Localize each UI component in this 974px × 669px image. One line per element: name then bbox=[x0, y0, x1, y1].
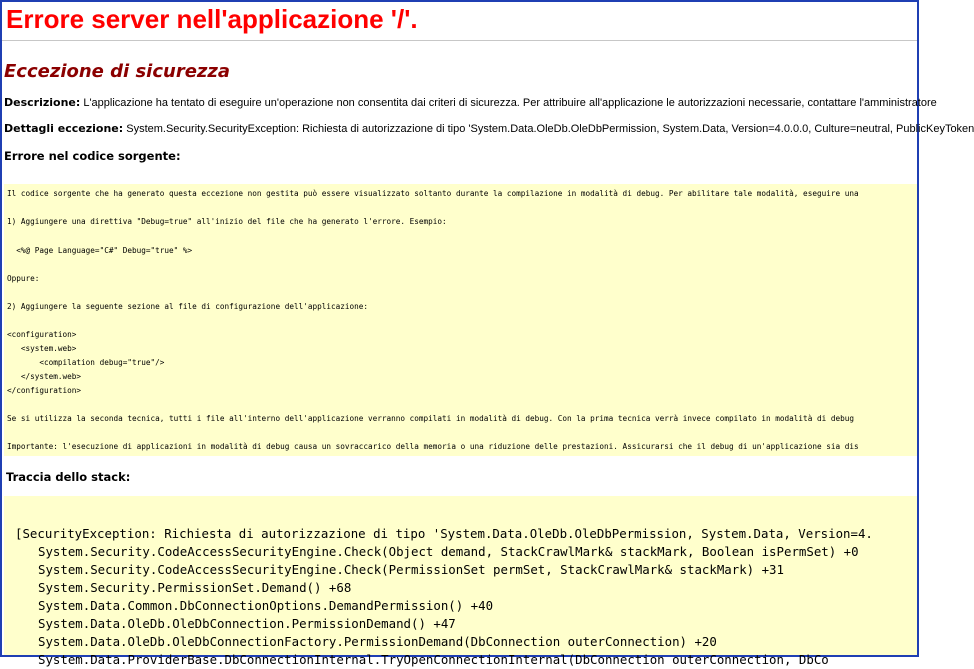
source-error-line: <%@ Page Language="C#" Debug="true" %> bbox=[7, 246, 193, 255]
stack-trace-line: System.Security.PermissionSet.Demand() +68 bbox=[38, 580, 352, 595]
stack-trace-line: [SecurityException: Richiesta di autorizzazione di tipo 'System.Data.OleDb.OleDbPermission, System.Data, Version=4. bbox=[15, 526, 873, 541]
exception-details-text: System.Security.SecurityException: Richiesta di autorizzazione di tipo 'System.Data.OleDb.OleDbPermission, System.Data, Version=4.0.0.0, Culture=neutral, PublicKeyToken bbox=[123, 123, 974, 135]
stack-trace-line: System.Data.ProviderBase.DbConnectionInternal.TryOpenConnectionInternal(DbConnection outerConnection, DbCo bbox=[38, 652, 829, 667]
source-error-line: Oppure: bbox=[7, 274, 40, 283]
source-error-line: <system.web> bbox=[7, 344, 77, 353]
source-error-codebox bbox=[4, 184, 917, 456]
source-error-line: Se si utilizza la seconda tecnica, tutti i file all'interno dell'applicazione verranno compilati in modalità di debug. Con la prima tecnica verrà invece compilato in modalità di debug bbox=[7, 414, 854, 423]
source-error-heading: Errore nel codice sorgente: bbox=[4, 149, 181, 163]
exception-subtitle: Eccezione di sicurezza bbox=[4, 61, 231, 82]
stack-trace-heading: Traccia dello stack: bbox=[6, 470, 131, 484]
source-error-line: <compilation debug="true"/> bbox=[7, 358, 165, 367]
source-error-line: 1) Aggiungere una direttiva "Debug=true" all'inizio del file che ha generato l'errore. Esempio: bbox=[7, 217, 447, 226]
stack-trace-line: System.Data.OleDb.OleDbConnectionFactory.PermissionDemand(DbConnection outerConnection) +20 bbox=[38, 634, 717, 649]
title-divider bbox=[2, 40, 917, 41]
source-error-line: </system.web> bbox=[7, 372, 82, 381]
source-error-line: 2) Aggiungere la seguente sezione al file di configurazione dell'applicazione: bbox=[7, 302, 369, 311]
stack-trace-line: System.Data.OleDb.OleDbConnection.PermissionDemand() +47 bbox=[38, 616, 456, 631]
exception-details-row bbox=[2, 121, 974, 137]
description-text: L'applicazione ha tentato di eseguire un'operazione non consentita dai criteri di sicurezza. Per attribuire all'applicazione le autorizzazioni necessarie, contattare l'amministratore bbox=[80, 97, 937, 109]
stack-trace-line: System.Security.CodeAccessSecurityEngine.Check(Object demand, StackCrawlMark& stackMark, Boolean isPermSet) +0 bbox=[38, 544, 859, 559]
source-error-line: <configuration> bbox=[7, 330, 77, 339]
source-error-line: Il codice sorgente che ha generato questa eccezione non gestita può essere visualizzato soltanto durante la compilazione in modalità di debug. Per abilitare tale modalità, eseguire una bbox=[7, 189, 859, 198]
page-title: Errore server nell'applicazione '/'. bbox=[6, 4, 418, 34]
stack-trace-line: System.Security.CodeAccessSecurityEngine.Check(PermissionSet permSet, StackCrawlMark& stackMark) +31 bbox=[38, 562, 784, 577]
exception-details-label: Dettagli eccezione: bbox=[4, 122, 124, 135]
stack-trace-line: System.Data.Common.DbConnectionOptions.DemandPermission() +40 bbox=[38, 598, 494, 613]
description-row bbox=[2, 95, 937, 111]
source-error-line: </configuration> bbox=[7, 386, 82, 395]
stack-trace-codebox bbox=[4, 496, 917, 667]
description-label: Descrizione: bbox=[4, 96, 81, 109]
source-error-line: Importante: l'esecuzione di applicazioni in modalità di debug causa un sovraccarico della memoria o una riduzione delle prestazioni. Assicurarsi che il debug di un'applicazione sia dis bbox=[7, 442, 859, 451]
